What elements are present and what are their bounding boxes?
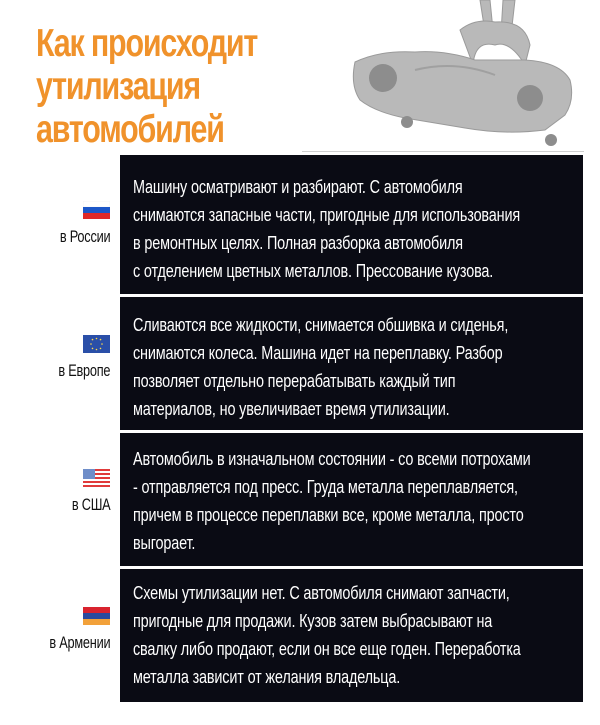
eu-flag-icon: [83, 335, 110, 353]
country-label: в Армении: [48, 633, 110, 652]
russia-flag-icon: [83, 201, 110, 219]
page-title: [36, 22, 257, 151]
text-line: материалов, но увеличивает время утилизации.: [133, 398, 450, 419]
description-box: [120, 155, 583, 294]
country-label: в США: [71, 495, 110, 514]
text-line: выгорает.: [133, 532, 196, 553]
row-europe: [0, 297, 600, 430]
description-box: [120, 297, 583, 430]
text-line: снимаются колеса. Машина идет на переплавку. Разбор: [133, 342, 503, 363]
usa-flag-icon: [83, 469, 110, 487]
text-line: Автомобиль в изначальном состоянии - со всеми потрохами: [133, 448, 531, 469]
header-divider: [302, 151, 584, 152]
title-line-1: Как происходит: [36, 22, 258, 65]
text-line: с отделением цветных металлов. Прессование кузова.: [133, 260, 494, 281]
description-text: [133, 311, 570, 423]
country-label: в России: [59, 227, 110, 246]
text-line: позволяет отдельно перерабатывать каждый тип: [133, 370, 456, 391]
country-armenia: [29, 607, 110, 653]
crushed-car-icon: [325, 0, 595, 150]
title-line-3: автомобилей: [36, 108, 224, 151]
description-text: [133, 445, 570, 557]
country-label: в Европе: [58, 361, 110, 380]
text-line: в ремонтных целях. Полная разборка автомобиля: [133, 232, 463, 253]
text-line: свалку либо продают, если он все еще годен. Переработка: [133, 638, 521, 659]
description-text: [133, 173, 570, 285]
title-line-2: утилизация: [36, 65, 201, 108]
text-line: - отправляется под пресс. Груда металла переплавляется,: [133, 476, 518, 497]
text-line: пригодные для продажи. Кузов затем выбрасывают на: [133, 610, 493, 631]
description-box: [120, 569, 583, 702]
text-line: причем в процессе переплавки все, кроме металла, просто: [133, 504, 524, 525]
row-usa: [0, 433, 600, 566]
armenia-flag-icon: [83, 607, 110, 625]
country-europe: [41, 335, 110, 381]
row-armenia: [0, 569, 600, 702]
country-russia: [43, 201, 110, 247]
text-line: Сливаются все жидкости, снимается обшивка и сиденья,: [133, 314, 509, 335]
row-russia: [0, 155, 600, 294]
description-box: [120, 433, 583, 566]
text-line: Машину осматривают и разбирают. С автомобиля: [133, 176, 463, 197]
text-line: металла зависит от желания владельца.: [133, 666, 401, 687]
description-text: [133, 579, 570, 691]
text-line: снимаются запасные части, пригодные для использования: [133, 204, 521, 225]
text-line: Схемы утилизации нет. С автомобиля снимают запчасти,: [133, 582, 510, 603]
country-usa: [59, 469, 110, 515]
